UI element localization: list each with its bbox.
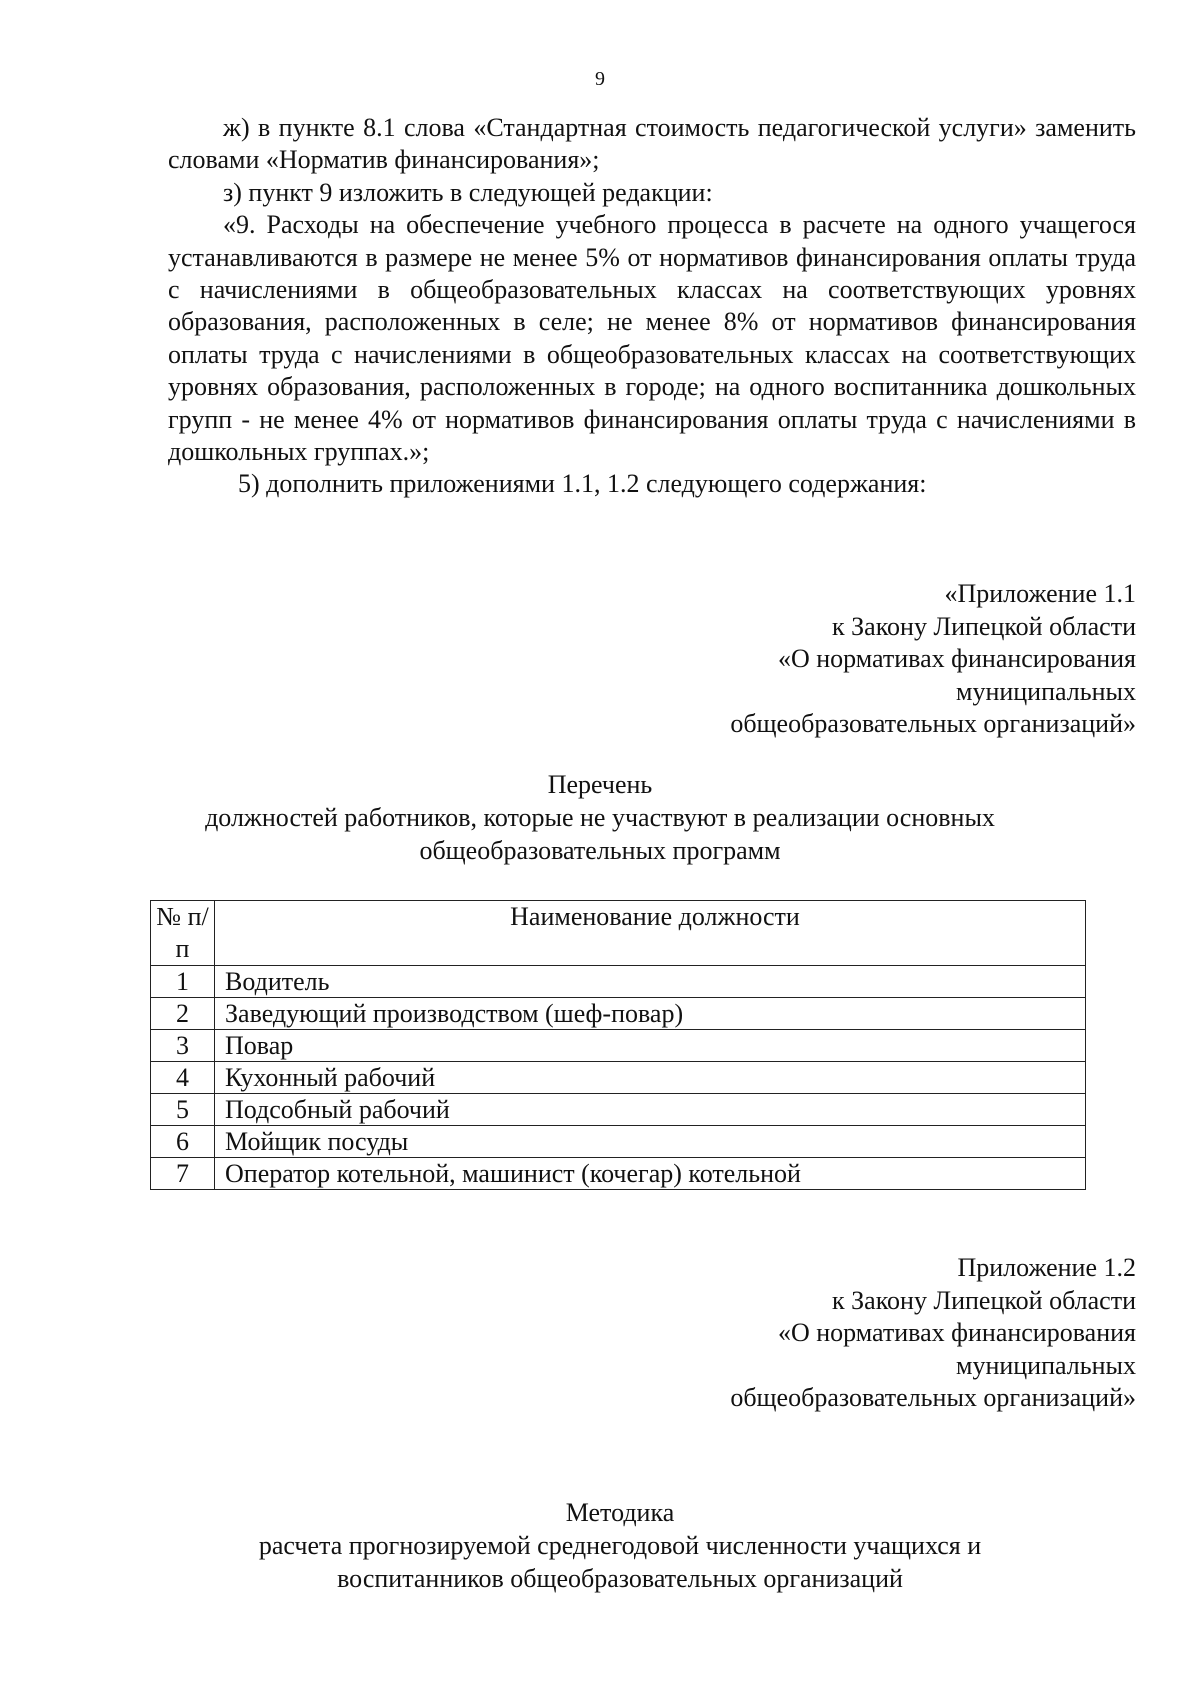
appendix-1-1-law-name-3: общеобразовательных организаций» — [730, 709, 1136, 738]
row-name: Повар — [215, 1030, 1086, 1062]
header-num: № п/п — [151, 901, 215, 966]
page-number: 9 — [595, 68, 605, 90]
table-row — [151, 1158, 1086, 1190]
appendix-1-1-law-name-2: муниципальных — [955, 676, 1136, 706]
appendix-1-2-law-name-2: муниципальных — [955, 1350, 1136, 1380]
row-name: Кухонный рабочий — [215, 1062, 1086, 1094]
appendix-1-1-title: «Приложение 1.1 — [944, 579, 1136, 608]
table-row — [151, 1126, 1086, 1158]
amendment-text — [168, 112, 1136, 501]
list-subtitle-line2: общеобразовательных программ — [419, 836, 781, 865]
row-name: Подсобный рабочий — [215, 1094, 1086, 1126]
appendix-1-2-law: к Закону Липецкой области — [832, 1285, 1136, 1315]
appendix-1-1-law: к Закону Липецкой области — [832, 611, 1136, 641]
appendix-1-2-law-name: «О нормативах финансирования — [777, 1318, 1136, 1347]
row-num: 1 — [151, 966, 215, 998]
row-name: Заведующий производством (шеф-повар) — [215, 998, 1086, 1030]
row-name: Мойщик посуды — [215, 1126, 1086, 1158]
row-num: 2 — [151, 998, 215, 1030]
row-num: 5 — [151, 1094, 215, 1126]
table-row — [151, 998, 1086, 1030]
method-subtitle-line2: воспитанников общеобразовательных организаций — [337, 1564, 903, 1593]
appendix-1-1-caption — [560, 578, 1136, 741]
positions-table — [150, 900, 1086, 1190]
header-name: Наименование должности — [215, 901, 1086, 966]
list-subtitle-line1: должностей работников, которые не участвуют в реализации основных — [205, 803, 995, 832]
paragraph-z: з) пункт 9 изложить в следующей редакции: — [223, 177, 713, 207]
appendix-1-2-law-name-3: общеобразовательных организаций» — [730, 1383, 1136, 1412]
row-num: 7 — [151, 1158, 215, 1190]
table-header-row — [151, 901, 1086, 966]
appendix-1-1-law-name: «О нормативах финансирования — [777, 644, 1136, 673]
row-name: Оператор котельной, машинист (кочегар) котельной — [215, 1158, 1086, 1190]
appendix-1-2-title: Приложение 1.2 — [957, 1253, 1136, 1282]
table-row — [151, 1094, 1086, 1126]
paragraph-5: 5) дополнить приложениями 1.1, 1.2 следующего содержания: — [238, 469, 927, 499]
row-num: 6 — [151, 1126, 215, 1158]
method-title: Методика — [565, 1498, 675, 1527]
table-row — [151, 1030, 1086, 1062]
list-title: Перечень — [547, 770, 653, 799]
appendix-1-2-caption — [560, 1252, 1136, 1415]
row-num: 3 — [151, 1030, 215, 1062]
paragraph-zh: ж) в пункте 8.1 слова «Стандартная стоимость педагогической услуги» заменить словами «Норматив финансирования»; — [168, 113, 1136, 175]
row-num: 4 — [151, 1062, 215, 1094]
table-row — [151, 1062, 1086, 1094]
table-row — [151, 966, 1086, 998]
method-subtitle-line1: расчета прогнозируемой среднегодовой численности учащихся и — [258, 1531, 982, 1560]
method-heading — [50, 1496, 1190, 1595]
list-heading — [30, 768, 1170, 867]
paragraph-item-9: «9. Расходы на обеспечение учебного процесса в расчете на одного учащегося устанавливаются в размере не менее 5% от нормативов финансирования оплаты труда с начислениями в общеобразовательных классах на соответствующих уровнях образования, расположенных в селе; не менее 8% от нормативов финансирования оплаты труда с начислениями в общеобразовательных классах на соответствующих уровнях образования, расположенных в городе; на одного воспитанника дошкольных групп - не менее 4% от нормативов финансирования оплаты труда с начислениями в дошкольных группах.»; — [168, 210, 1136, 467]
row-name: Водитель — [215, 966, 1086, 998]
